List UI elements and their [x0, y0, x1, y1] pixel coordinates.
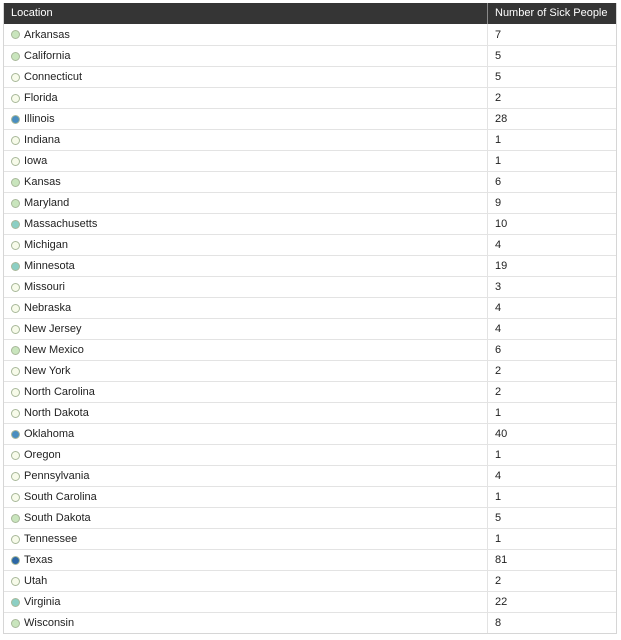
- table-row: [4, 360, 616, 381]
- count-cell: 7: [495, 28, 502, 41]
- legend-dot-icon: [11, 94, 20, 103]
- location-cell: [4, 508, 488, 528]
- location-label: New Mexico: [24, 344, 84, 356]
- count-cell: 1: [495, 449, 502, 461]
- count-cell: 4: [495, 239, 502, 251]
- count-cell: 1: [495, 533, 502, 545]
- legend-dot-icon: [11, 451, 20, 460]
- location-cell: [4, 277, 488, 297]
- location-label: Kansas: [24, 176, 61, 188]
- table-row: [4, 234, 616, 255]
- location-label: Connecticut: [24, 71, 83, 83]
- table-header: [4, 3, 616, 24]
- location-label: South Carolina: [24, 491, 97, 503]
- legend-dot-icon: [11, 220, 20, 229]
- table-row: [4, 276, 616, 297]
- location-cell: [4, 24, 488, 45]
- count-cell: 9: [495, 197, 502, 209]
- table-row: [4, 129, 616, 150]
- location-cell: [4, 151, 488, 171]
- count-cell: 22: [495, 596, 508, 608]
- location-label: Florida: [24, 92, 58, 104]
- location-cell: [4, 235, 488, 255]
- sick-people-table: [3, 3, 617, 634]
- table-row: [4, 45, 616, 66]
- location-cell: [4, 361, 488, 381]
- legend-dot-icon: [11, 136, 20, 145]
- location-cell: [4, 88, 488, 108]
- location-cell: [4, 340, 488, 360]
- legend-dot-icon: [11, 430, 20, 439]
- location-label: Michigan: [24, 239, 69, 251]
- legend-dot-icon: [11, 598, 20, 607]
- legend-dot-icon: [11, 409, 20, 418]
- table-row: [4, 486, 616, 507]
- count-cell: 4: [495, 302, 502, 314]
- location-label: Oregon: [24, 449, 61, 461]
- location-label: New Jersey: [24, 323, 82, 335]
- table-row: [4, 24, 616, 45]
- count-cell: 2: [495, 365, 502, 377]
- legend-dot-icon: [11, 157, 20, 166]
- location-label: Illinois: [24, 113, 55, 125]
- table-row: [4, 108, 616, 129]
- location-label: Pennsylvania: [24, 470, 90, 482]
- legend-dot-icon: [11, 199, 20, 208]
- table-body: [4, 24, 616, 633]
- location-label: North Carolina: [24, 386, 95, 398]
- table-row: [4, 66, 616, 87]
- count-cell: 40: [495, 428, 508, 440]
- table-row: [4, 423, 616, 444]
- table-row: [4, 255, 616, 276]
- legend-dot-icon: [11, 493, 20, 502]
- legend-dot-icon: [11, 262, 20, 271]
- location-cell: [4, 571, 488, 591]
- location-cell: [4, 487, 488, 507]
- location-cell: [4, 466, 488, 486]
- location-cell: [4, 46, 488, 66]
- location-label: Arkansas: [24, 28, 70, 41]
- table-row: [4, 507, 616, 528]
- legend-dot-icon: [11, 514, 20, 523]
- location-label: Virginia: [24, 596, 61, 608]
- count-cell: 3: [495, 281, 502, 293]
- location-label: Massachusetts: [24, 218, 98, 230]
- count-cell: 19: [495, 260, 508, 272]
- table-row: [4, 465, 616, 486]
- count-cell: 2: [495, 386, 502, 398]
- table-row: [4, 318, 616, 339]
- location-label: Tennessee: [24, 533, 78, 545]
- count-cell: 2: [495, 92, 502, 104]
- legend-dot-icon: [11, 304, 20, 313]
- location-label: California: [24, 50, 71, 62]
- legend-dot-icon: [11, 472, 20, 481]
- table-row: [4, 381, 616, 402]
- header-count[interactable]: Number of Sick People: [495, 7, 608, 19]
- legend-dot-icon: [11, 283, 20, 292]
- header-location[interactable]: Location: [4, 3, 488, 24]
- table-row: [4, 591, 616, 612]
- legend-dot-icon: [11, 619, 20, 628]
- location-label: Indiana: [24, 134, 61, 146]
- location-cell: [4, 613, 488, 633]
- location-cell: [4, 130, 488, 150]
- count-cell: 6: [495, 176, 502, 188]
- table-row: [4, 402, 616, 423]
- table-row: [4, 192, 616, 213]
- location-label: Minnesota: [24, 260, 75, 272]
- location-cell: [4, 298, 488, 318]
- count-cell: 28: [495, 113, 508, 125]
- legend-dot-icon: [11, 556, 20, 565]
- count-cell: 1: [495, 491, 502, 503]
- table-row: [4, 528, 616, 549]
- count-cell: 1: [495, 407, 502, 419]
- location-label: North Dakota: [24, 407, 89, 419]
- table-row: [4, 549, 616, 570]
- legend-dot-icon: [11, 241, 20, 250]
- location-cell: [4, 550, 488, 570]
- location-label: Missouri: [24, 281, 65, 293]
- legend-dot-icon: [11, 325, 20, 334]
- location-cell: [4, 382, 488, 402]
- location-label: New York: [24, 365, 71, 377]
- table-row: [4, 570, 616, 591]
- location-cell: [4, 193, 488, 213]
- location-cell: [4, 592, 488, 612]
- location-cell: [4, 172, 488, 192]
- count-cell: 4: [495, 323, 502, 335]
- table-row: [4, 171, 616, 192]
- location-cell: [4, 256, 488, 276]
- table-row: [4, 213, 616, 234]
- location-label: Nebraska: [24, 302, 72, 314]
- legend-dot-icon: [11, 73, 20, 82]
- legend-dot-icon: [11, 52, 20, 61]
- legend-dot-icon: [11, 115, 20, 124]
- count-cell: 10: [495, 218, 508, 230]
- count-cell: 81: [495, 554, 508, 566]
- legend-dot-icon: [11, 30, 20, 39]
- location-cell: [4, 109, 488, 129]
- count-cell: 4: [495, 470, 502, 482]
- location-cell: [4, 214, 488, 234]
- legend-dot-icon: [11, 577, 20, 586]
- count-cell: 5: [495, 50, 502, 62]
- table-row: [4, 87, 616, 108]
- table-row: [4, 444, 616, 465]
- table-row: [4, 297, 616, 318]
- legend-dot-icon: [11, 178, 20, 187]
- location-cell: [4, 319, 488, 339]
- location-label: Texas: [24, 554, 53, 566]
- table-row: [4, 339, 616, 360]
- count-cell: 5: [495, 512, 502, 524]
- count-cell: 2: [495, 575, 502, 587]
- legend-dot-icon: [11, 346, 20, 355]
- location-cell: [4, 445, 488, 465]
- count-cell: 6: [495, 344, 502, 356]
- table-row: [4, 150, 616, 171]
- location-label: Utah: [24, 575, 48, 587]
- table-row: [4, 612, 616, 633]
- location-cell: [4, 424, 488, 444]
- location-cell: [4, 403, 488, 423]
- location-cell: [4, 529, 488, 549]
- count-cell: 1: [495, 155, 502, 167]
- legend-dot-icon: [11, 367, 20, 376]
- location-label: Wisconsin: [24, 617, 75, 629]
- legend-dot-icon: [11, 535, 20, 544]
- count-cell: 8: [495, 617, 502, 629]
- location-cell: [4, 67, 488, 87]
- legend-dot-icon: [11, 388, 20, 397]
- location-label: Oklahoma: [24, 428, 75, 440]
- count-cell: 1: [495, 134, 502, 146]
- count-cell: 5: [495, 71, 502, 83]
- location-label: Iowa: [24, 155, 48, 167]
- location-label: Maryland: [24, 197, 70, 209]
- location-label: South Dakota: [24, 512, 91, 524]
